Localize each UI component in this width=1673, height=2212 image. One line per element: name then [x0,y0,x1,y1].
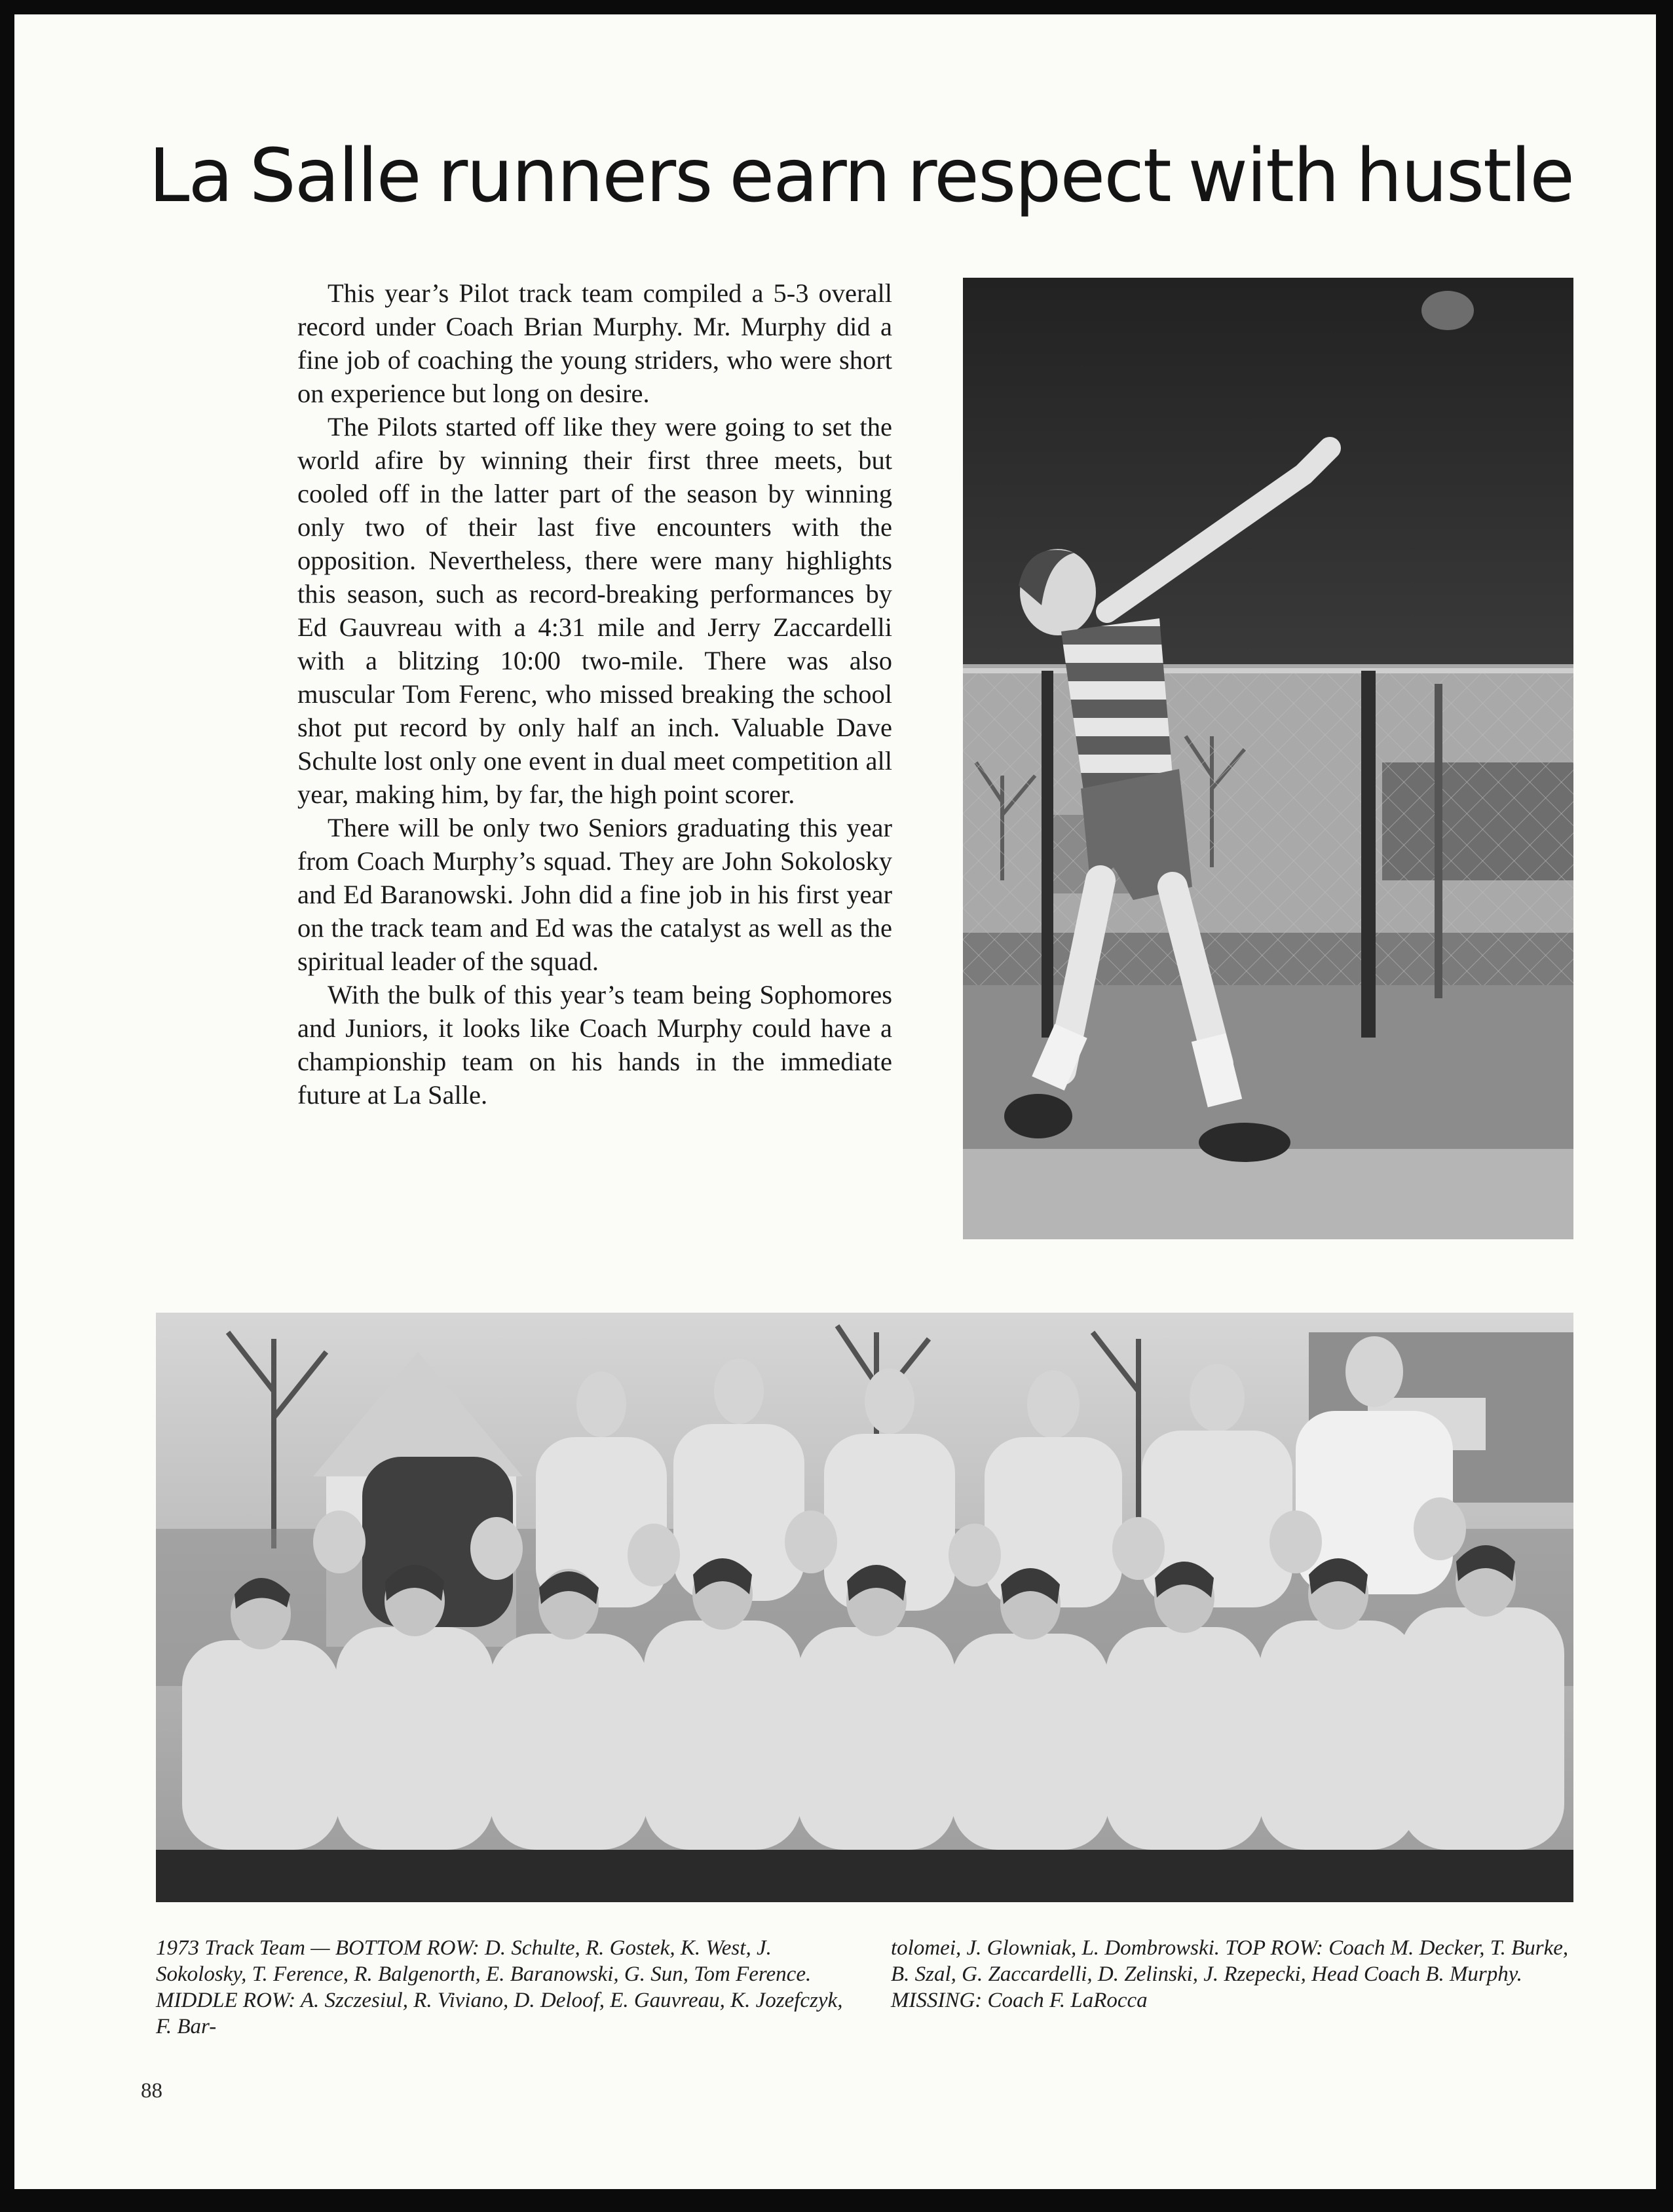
headline-word: with [1188,134,1339,219]
headline-word: earn [729,134,890,219]
yearbook-page [14,14,1656,2189]
team-group-photo [156,1313,1573,1902]
headline-word: respect [907,134,1171,219]
headline-word: hustle [1355,134,1573,219]
article-paragraph: There will be only two Seniors graduating this year from Coach Murphy’s squad. They are John Sokolosky and Ed Baranowski. John did a fine job in his first year on the track team and Ed was the catalyst as well as the spiritual leader of the squad. [297,813,892,976]
photo-caption-right: tolomei, J. Glowniak, L. Dombrowski. TOP ROW: Coach M. Decker, T. Burke, B. Szal, G. Zaccardelli, D. Zelinski, J. Rzepecki, Head Coach B. Murphy. MISSING: Coach F. LaRocca [891,1936,1569,2012]
headline [149,127,1573,225]
headline-word: La [149,134,233,219]
article-body [297,276,892,1112]
photo-caption-left: 1973 Track Team — BOTTOM ROW: D. Schulte, R. Gostek, K. West, J. Sokolosky, T. Ference, R. Balgenorth, E. Baranowski, G. Sun, Tom Ference. MIDDLE ROW: A. Szczesiul, R. Viviano, D. Deloof, E. Gauvreau, K. Jozefczyk, F. Bar- [156,1936,843,2038]
headline-word: Salle [249,134,421,219]
article-paragraph: This year’s Pilot track team compiled a 5-3 overall record under Coach Brian Murphy. Mr. Murphy did a fine job of coaching the young striders, who were short on experience but long on desire. [297,278,892,408]
article-paragraph: The Pilots started off like they were going to set the world afire by winning their first three meets, but cooled off in the latter part of the season by winning only two of their last five encounters with the opposition. Nevertheless, there were many highlights this season, such as record-breaking performances by Ed Gauvreau with a 4:31 mile and Jerry Zaccardelli with a blitzing 10:00 two-mile. There was also muscular Tom Ferenc, who missed breaking the school shot put record by only half an inch. Valuable Dave Schulte lost only one event in dual meet competition all year, making him, by far, the high point scorer. [297,412,892,809]
article-paragraph: With the bulk of this year’s team being Sophomores and Juniors, it looks like Coach Murphy could have a championship team on his hands in the immediate future at La Salle. [297,980,892,1110]
page-number: 88 [141,2079,162,2103]
shot-put-photo [963,278,1573,1239]
headline-word: runners [438,134,712,219]
